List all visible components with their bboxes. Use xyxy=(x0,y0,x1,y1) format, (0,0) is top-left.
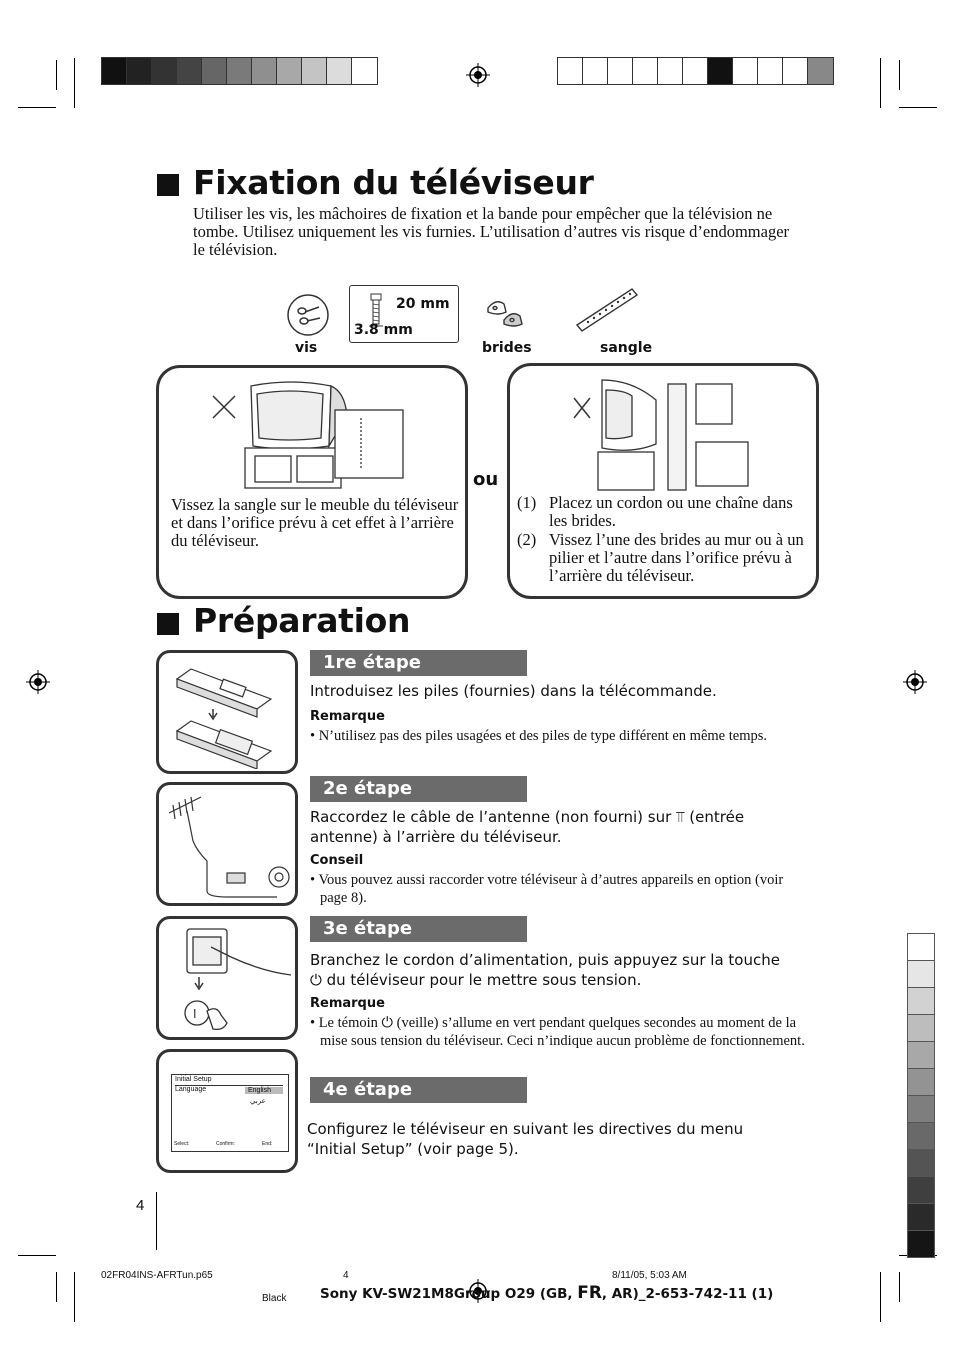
section-title-fixation: Fixation du téléviseur xyxy=(193,163,594,202)
color-calibration-bar-left xyxy=(101,57,378,85)
grey-swatch xyxy=(908,961,934,988)
grey-swatch xyxy=(908,1177,934,1204)
crop-mark xyxy=(880,58,881,108)
step3-body: Branchez le cordon d’alimentation, puis appuyez sur la touche ⏻ du téléviseur pour le mettre sous tension. xyxy=(310,951,780,989)
step4-illustration xyxy=(156,1049,298,1173)
method-box-brackets xyxy=(507,363,819,599)
step4-label: 4e étape xyxy=(310,1077,527,1103)
registration-target-icon xyxy=(903,670,927,694)
crop-mark xyxy=(899,1272,900,1302)
step3-illustration xyxy=(156,916,298,1040)
color-swatch xyxy=(302,58,327,84)
bracket-icon xyxy=(484,296,530,332)
step1-body: Introduisez les piles (fournies) dans la télécommande. xyxy=(310,682,717,700)
color-swatch xyxy=(558,58,583,84)
color-swatch xyxy=(252,58,277,84)
color-swatch xyxy=(683,58,708,84)
color-swatch xyxy=(733,58,758,84)
antenna-connection-icon xyxy=(165,791,293,901)
crop-mark xyxy=(899,107,937,108)
color-swatch xyxy=(352,58,377,84)
strap-icon xyxy=(574,285,640,335)
crop-mark xyxy=(899,60,900,90)
label-vis: vis xyxy=(295,340,318,356)
footer-plate: Black xyxy=(262,1293,287,1304)
step1-label: 1re étape xyxy=(310,650,527,676)
footer-model-a: Sony KV-SW21M8 xyxy=(320,1286,454,1302)
page-number: 4 xyxy=(136,1197,145,1214)
menu-footer-confirm: Confirm: xyxy=(216,1141,235,1147)
menu-option-other: عربي xyxy=(250,1098,266,1105)
bracket-step-2-text: Vissez l’une des brides au mur ou à un pilier et l’autre dans l’orifice prévu à l’arrière du téléviseur. xyxy=(549,530,804,585)
bracket-step-1-num: (1) xyxy=(517,493,537,512)
grey-swatch xyxy=(908,1069,934,1096)
section-title-preparation: Préparation xyxy=(193,601,411,640)
color-calibration-bar-right xyxy=(557,57,834,85)
remote-battery-icon xyxy=(169,657,289,769)
grey-swatch xyxy=(908,934,934,961)
grey-swatch xyxy=(908,988,934,1015)
step1-note-head: Remarque xyxy=(310,709,385,724)
color-swatch xyxy=(758,58,783,84)
step2-label: 2e étape xyxy=(310,776,527,802)
crop-mark xyxy=(56,1272,57,1302)
menu-footer-end: End: xyxy=(262,1141,273,1147)
step1-note-text: N’utilisez pas des piles usagées et des piles de type différent en même temps. xyxy=(318,728,767,744)
screw-length: 20 mm xyxy=(396,296,450,312)
crop-mark xyxy=(880,1272,881,1322)
grey-swatch xyxy=(908,1123,934,1150)
footer-file-page: 4 xyxy=(343,1270,349,1281)
power-plug-button-icon xyxy=(179,925,295,1035)
step3-note-head: Remarque xyxy=(310,996,385,1011)
step3-note: • Le témoin ⏻ (veille) s’allume en vert pendant quelques secondes au moment de la mise sous tension du téléviseur. Ceci n’indique aucun problème de fonctionnement. xyxy=(310,1015,805,1049)
crop-mark xyxy=(18,1255,56,1256)
color-swatch xyxy=(583,58,608,84)
page-number-rule xyxy=(156,1192,157,1250)
screw-dimension-box xyxy=(349,285,459,343)
color-swatch xyxy=(177,58,202,84)
grey-scale-bar xyxy=(907,933,935,1258)
section-marker xyxy=(157,174,179,196)
color-swatch xyxy=(658,58,683,84)
step2-note-text: Vous pouvez aussi raccorder votre téléviseur à d’autres appareils en option (voir page 8). xyxy=(318,872,784,906)
footer-timestamp: 8/11/05, 5:03 AM xyxy=(612,1270,687,1281)
color-swatch xyxy=(633,58,658,84)
grey-swatch xyxy=(908,1015,934,1042)
strap-instructions: Vissez la sangle sur le meuble du téléviseur et dans l’orifice prévu à cet effet à l’arrière du téléviseur. xyxy=(171,495,459,550)
color-swatch xyxy=(127,58,152,84)
step1-illustration xyxy=(156,650,298,774)
section-marker xyxy=(157,613,179,635)
footer-model-fr: FR xyxy=(577,1283,602,1303)
crop-mark xyxy=(18,107,56,108)
bracket-step-1-text: Placez un cordon ou une chaîne dans les brides. xyxy=(549,493,793,530)
footer-model xyxy=(320,1283,773,1303)
grey-swatch xyxy=(908,1204,934,1231)
footer-file: 02FR04INS-AFRTun.p65 xyxy=(101,1270,213,1281)
svg-text:I: I xyxy=(193,1007,197,1021)
grey-swatch xyxy=(908,1231,934,1257)
footer-model-b: Group O29 (GB, xyxy=(453,1286,578,1302)
step2-note: • Vous pouvez aussi raccorder votre téléviseur à d’autres appareils en option (voir page 8). xyxy=(310,872,784,906)
color-swatch xyxy=(808,58,833,84)
color-swatch xyxy=(277,58,302,84)
step3-note-text: Le témoin ⏻ (veille) s’allume en vert pendant quelques secondes au moment de la mise sous tension du téléviseur. Ceci n’indique aucun problème de fonctionnement. xyxy=(318,1015,805,1049)
color-swatch xyxy=(327,58,352,84)
footer-model-c: , AR)_2-653-742-11 (1) xyxy=(601,1286,774,1302)
fixation-intro: Utiliser les vis, les mâchoires de fixation et la bande pour empêcher que la télévision ne tombe. Utilisez uniquement les vis furnies. L’utilisation d’autres vis risque d’endommager le télévision. xyxy=(193,204,790,259)
registration-target-icon xyxy=(466,63,490,87)
label-brides: brides xyxy=(482,340,532,356)
grey-swatch xyxy=(908,1096,934,1123)
color-swatch xyxy=(202,58,227,84)
crop-mark xyxy=(74,58,75,108)
color-swatch xyxy=(708,58,733,84)
step1-note: • N’utilisez pas des piles usagées et des piles de type différent en même temps. xyxy=(310,728,767,744)
grey-swatch xyxy=(908,1150,934,1177)
screw-icon xyxy=(286,293,330,337)
menu-title: Initial Setup xyxy=(175,1076,212,1083)
screw-diameter: 3.8 mm xyxy=(354,322,413,338)
grey-swatch xyxy=(908,1042,934,1069)
step2-note-head: Conseil xyxy=(310,853,364,868)
color-swatch xyxy=(227,58,252,84)
bracket-step-2-num: (2) xyxy=(517,530,537,549)
or-label: ou xyxy=(473,469,499,490)
registration-target-icon xyxy=(26,670,50,694)
color-swatch xyxy=(102,58,127,84)
color-swatch xyxy=(783,58,808,84)
step4-body: Configurez le téléviseur en suivant les directives du menu “Initial Setup” (voir page 5). xyxy=(307,1120,744,1158)
menu-language-label: Language xyxy=(175,1086,207,1093)
menu-footer-select: Select: xyxy=(174,1141,190,1147)
color-swatch xyxy=(152,58,177,84)
menu-option-selected: English xyxy=(245,1087,283,1094)
color-swatch xyxy=(608,58,633,84)
method-box-strap xyxy=(156,365,468,599)
label-sangle: sangle xyxy=(600,340,653,356)
step2-body: Raccordez le câble de l’antenne (non fourni) sur ⫪ (entrée antenne) à l’arrière du téléviseur. xyxy=(310,808,745,846)
step2-illustration xyxy=(156,782,298,906)
crop-mark xyxy=(74,1272,75,1322)
tv-on-stand-strap-illustration xyxy=(211,378,411,490)
step3-label: 3e étape xyxy=(310,916,527,942)
tv-wall-bracket-illustration xyxy=(572,374,752,492)
crop-mark xyxy=(56,60,57,90)
initial-setup-menu xyxy=(171,1074,289,1152)
